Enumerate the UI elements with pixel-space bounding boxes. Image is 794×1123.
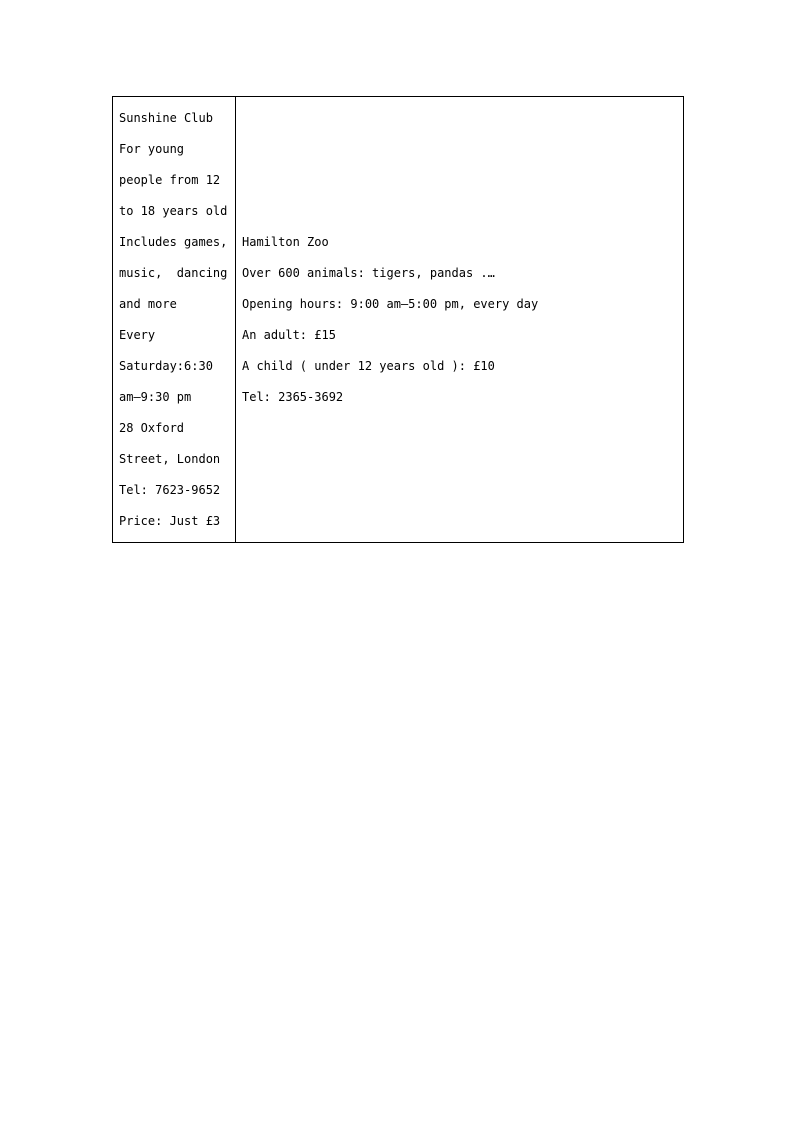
text-line: An adult: £15 (242, 327, 336, 342)
text-line: Hamilton Zoo (242, 234, 329, 249)
text-line: music, dancing (119, 265, 228, 280)
hamilton-zoo-cell (236, 97, 684, 543)
info-table (112, 96, 684, 543)
text-line: Sunshine Club (119, 110, 213, 125)
text-line: Tel: 2365-3692 (242, 389, 344, 404)
text-line: 28 Oxford (119, 420, 185, 435)
sunshine-club-cell (113, 97, 236, 543)
text-line: am—9:30 pm (119, 389, 192, 404)
text-line: Tel: 7623-9652 (119, 482, 221, 497)
text-line: A child ( under 12 years old ): £10 (242, 358, 495, 373)
text-line: Over 600 animals: tigers, pandas .… (242, 265, 495, 280)
text-line: Price: Just £3 (119, 513, 221, 528)
text-line: For young (119, 141, 185, 156)
text-line: Every (119, 327, 156, 342)
text-line: people from 12 (119, 172, 221, 187)
text-line: Includes games, (119, 234, 228, 249)
text-line: Saturday:6:30 (119, 358, 213, 373)
text-line: and more (119, 296, 177, 311)
text-line: to 18 years old (119, 203, 228, 218)
table-row (113, 97, 684, 543)
text-line: Street, London (119, 451, 221, 466)
text-line: Opening hours: 9:00 am—5:00 pm, every day (242, 296, 539, 311)
